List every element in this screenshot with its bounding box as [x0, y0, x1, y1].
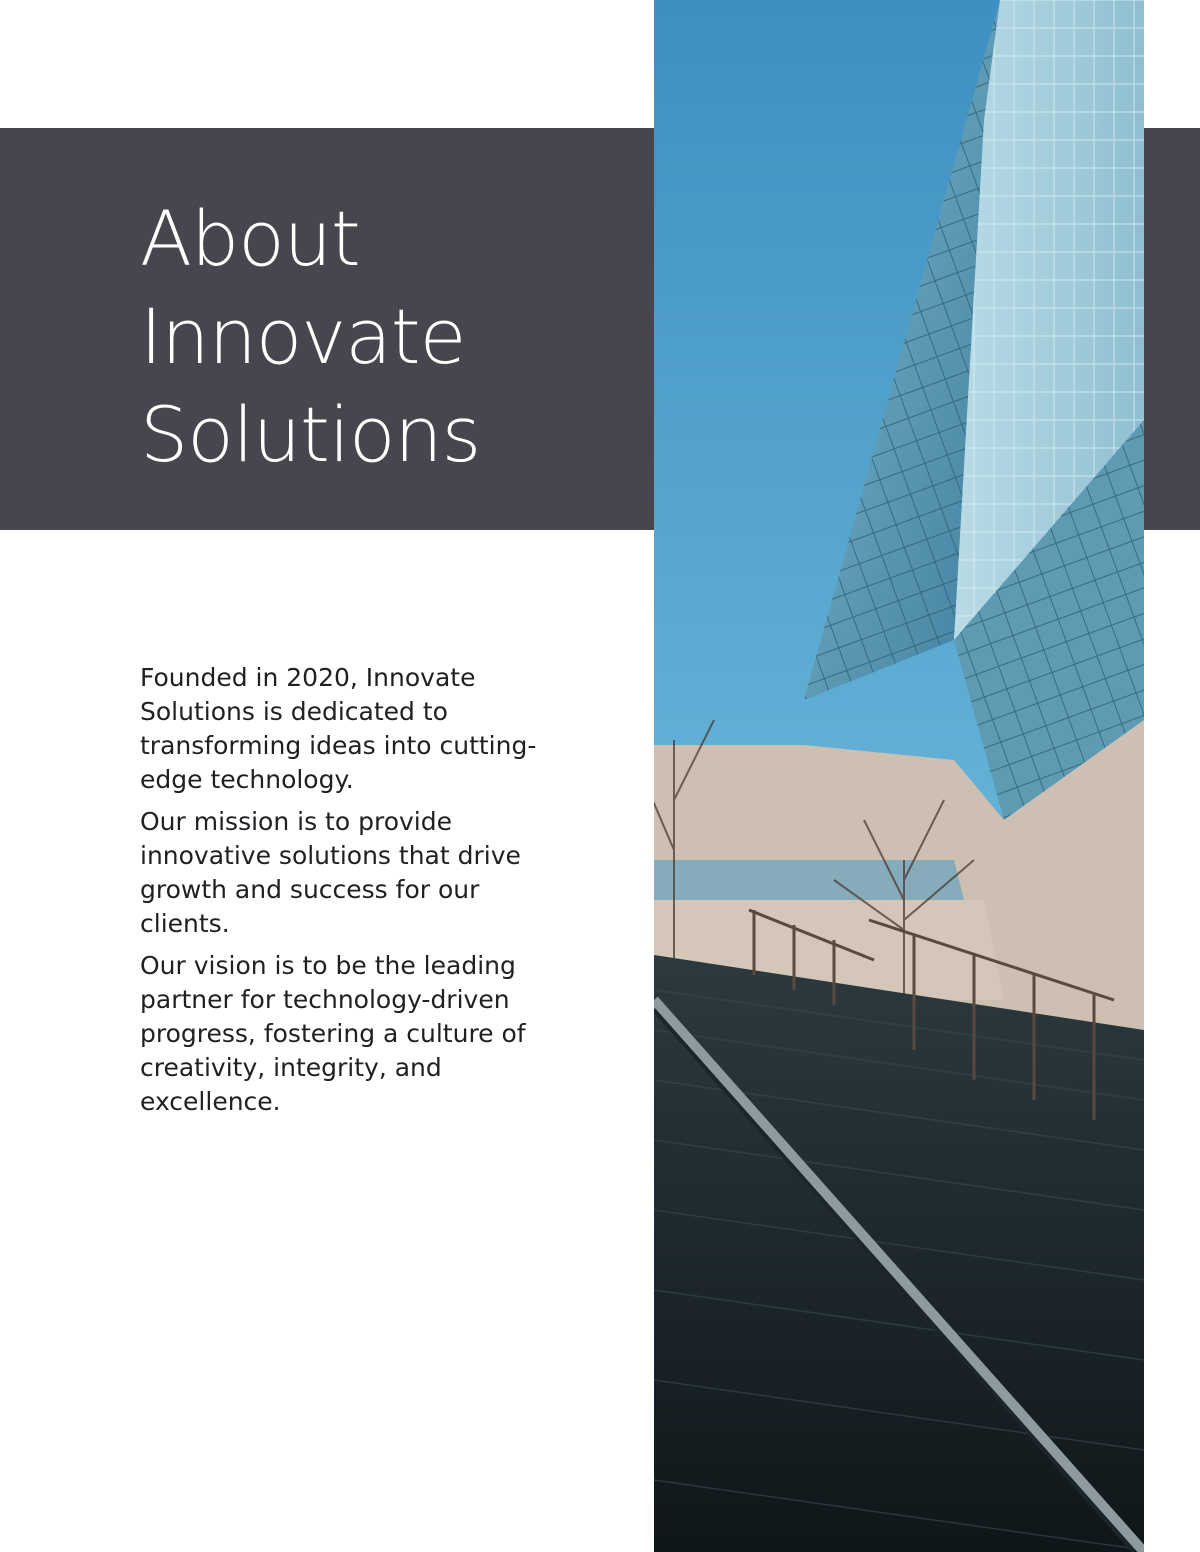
vision-paragraph: Our vision is to be the leading partner for technology-driven progress, fostering a culture of creativity, integrity, and excellence. [140, 951, 526, 1116]
mission-paragraph: Our mission is to provide innovative solutions that drive growth and success for our clients. [140, 807, 521, 938]
building-photo [654, 0, 1144, 1552]
window-band [654, 860, 964, 900]
about-text [140, 661, 540, 1127]
title-line-innovate: Innovate [140, 292, 466, 381]
title-line-about: About [140, 194, 360, 283]
title-line-solutions: Solutions [140, 390, 481, 479]
founding-paragraph: Founded in 2020, Innovate Solutions is dedicated to transforming ideas into cutting-edge technology. [140, 663, 537, 794]
page-title [140, 190, 640, 484]
building-photo-illustration [654, 0, 1144, 1552]
